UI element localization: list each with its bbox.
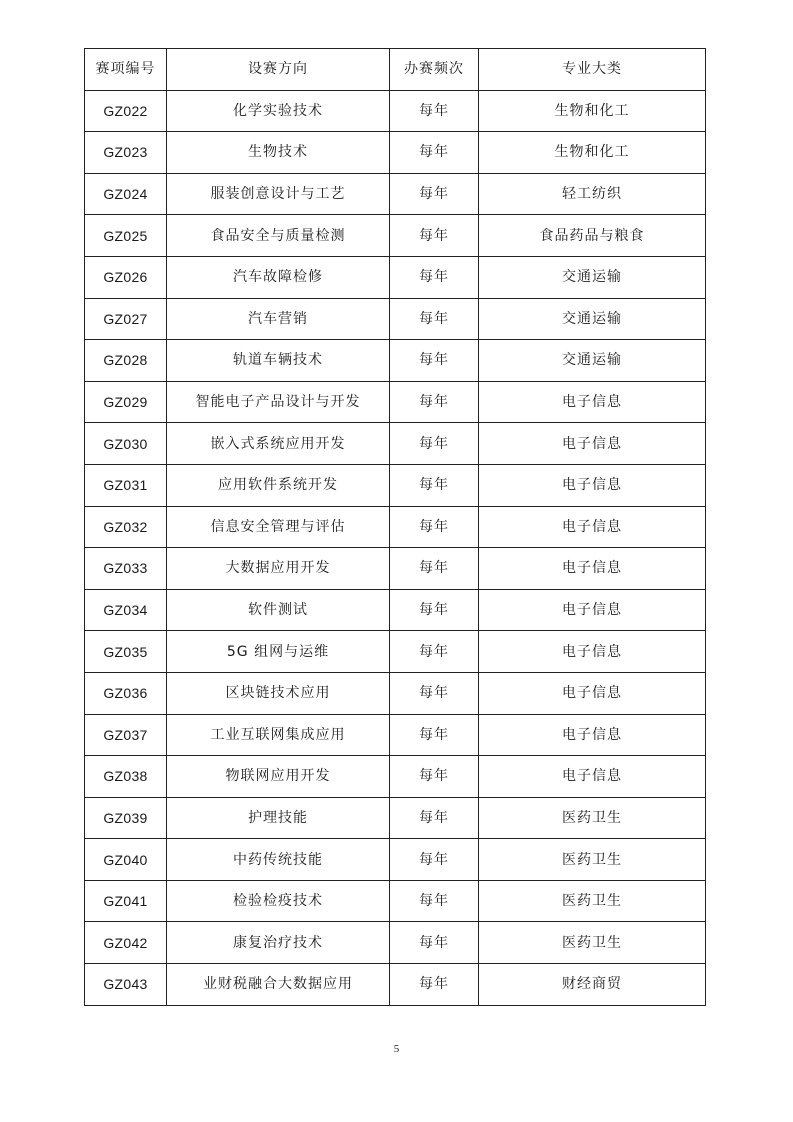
competition-table	[84, 48, 706, 1006]
cell-direction: 业财税融合大数据应用	[167, 964, 390, 1006]
cell-frequency: 每年	[390, 922, 479, 964]
cell-category: 电子信息	[479, 714, 706, 756]
table-row	[85, 839, 706, 881]
cell-direction: 应用软件系统开发	[167, 464, 390, 506]
cell-direction: 软件测试	[167, 589, 390, 631]
table-row	[85, 340, 706, 382]
cell-direction: 信息安全管理与评估	[167, 506, 390, 548]
cell-code: GZ029	[85, 381, 167, 423]
table-row	[85, 90, 706, 132]
table-row	[85, 173, 706, 215]
cell-code: GZ040	[85, 839, 167, 881]
table-row	[85, 756, 706, 798]
table-row	[85, 589, 706, 631]
cell-code: GZ031	[85, 464, 167, 506]
cell-code: GZ036	[85, 672, 167, 714]
cell-category: 轻工纺织	[479, 173, 706, 215]
header-category: 专业大类	[479, 49, 706, 91]
table-row	[85, 880, 706, 922]
cell-frequency: 每年	[390, 631, 479, 673]
table-row	[85, 215, 706, 257]
cell-category: 电子信息	[479, 423, 706, 465]
cell-category: 电子信息	[479, 631, 706, 673]
cell-direction: 嵌入式系统应用开发	[167, 423, 390, 465]
cell-direction: 检验检疫技术	[167, 880, 390, 922]
cell-category: 医药卫生	[479, 797, 706, 839]
cell-category: 电子信息	[479, 672, 706, 714]
cell-frequency: 每年	[390, 132, 479, 174]
cell-code: GZ034	[85, 589, 167, 631]
cell-frequency: 每年	[390, 506, 479, 548]
cell-frequency: 每年	[390, 173, 479, 215]
cell-frequency: 每年	[390, 839, 479, 881]
table-row	[85, 714, 706, 756]
cell-code: GZ032	[85, 506, 167, 548]
cell-direction: 服装创意设计与工艺	[167, 173, 390, 215]
cell-category: 交通运输	[479, 256, 706, 298]
table-row	[85, 132, 706, 174]
cell-direction: 大数据应用开发	[167, 548, 390, 590]
cell-frequency: 每年	[390, 880, 479, 922]
cell-frequency: 每年	[390, 714, 479, 756]
table-row	[85, 672, 706, 714]
cell-direction: 工业互联网集成应用	[167, 714, 390, 756]
cell-direction: 食品安全与质量检测	[167, 215, 390, 257]
cell-code: GZ041	[85, 880, 167, 922]
cell-frequency: 每年	[390, 672, 479, 714]
cell-direction: 汽车故障检修	[167, 256, 390, 298]
cell-code: GZ025	[85, 215, 167, 257]
cell-category: 电子信息	[479, 464, 706, 506]
cell-direction: 5G 组网与运维	[167, 631, 390, 673]
cell-direction: 智能电子产品设计与开发	[167, 381, 390, 423]
header-frequency: 办赛频次	[390, 49, 479, 91]
cell-code: GZ030	[85, 423, 167, 465]
table-row	[85, 464, 706, 506]
cell-frequency: 每年	[390, 589, 479, 631]
cell-frequency: 每年	[390, 215, 479, 257]
cell-category: 电子信息	[479, 381, 706, 423]
cell-frequency: 每年	[390, 256, 479, 298]
cell-frequency: 每年	[390, 340, 479, 382]
cell-category: 医药卫生	[479, 922, 706, 964]
cell-frequency: 每年	[390, 548, 479, 590]
table-row	[85, 548, 706, 590]
cell-code: GZ028	[85, 340, 167, 382]
table-row	[85, 922, 706, 964]
cell-code: GZ022	[85, 90, 167, 132]
cell-category: 医药卫生	[479, 839, 706, 881]
table-header-row	[85, 49, 706, 91]
header-code: 赛项编号	[85, 49, 167, 91]
cell-code: GZ024	[85, 173, 167, 215]
cell-code: GZ026	[85, 256, 167, 298]
table-row	[85, 298, 706, 340]
table-row	[85, 423, 706, 465]
cell-code: GZ042	[85, 922, 167, 964]
cell-frequency: 每年	[390, 423, 479, 465]
cell-direction: 化学实验技术	[167, 90, 390, 132]
cell-category: 电子信息	[479, 506, 706, 548]
cell-category: 电子信息	[479, 589, 706, 631]
cell-category: 食品药品与粮食	[479, 215, 706, 257]
table-row	[85, 964, 706, 1006]
cell-code: GZ038	[85, 756, 167, 798]
cell-category: 交通运输	[479, 340, 706, 382]
cell-direction: 中药传统技能	[167, 839, 390, 881]
cell-code: GZ037	[85, 714, 167, 756]
cell-frequency: 每年	[390, 964, 479, 1006]
table-row	[85, 797, 706, 839]
cell-code: GZ027	[85, 298, 167, 340]
cell-category: 财经商贸	[479, 964, 706, 1006]
cell-direction: 康复治疗技术	[167, 922, 390, 964]
cell-frequency: 每年	[390, 797, 479, 839]
cell-frequency: 每年	[390, 381, 479, 423]
cell-category: 生物和化工	[479, 90, 706, 132]
cell-code: GZ033	[85, 548, 167, 590]
cell-code: GZ035	[85, 631, 167, 673]
table-row	[85, 506, 706, 548]
cell-direction: 区块链技术应用	[167, 672, 390, 714]
cell-code: GZ043	[85, 964, 167, 1006]
table-row	[85, 256, 706, 298]
cell-code: GZ023	[85, 132, 167, 174]
cell-direction: 汽车营销	[167, 298, 390, 340]
cell-direction: 物联网应用开发	[167, 756, 390, 798]
cell-category: 医药卫生	[479, 880, 706, 922]
cell-category: 电子信息	[479, 548, 706, 590]
cell-code: GZ039	[85, 797, 167, 839]
table-row	[85, 381, 706, 423]
page-number: 5	[393, 1043, 400, 1055]
cell-direction: 护理技能	[167, 797, 390, 839]
cell-direction: 生物技术	[167, 132, 390, 174]
cell-category: 交通运输	[479, 298, 706, 340]
cell-frequency: 每年	[390, 756, 479, 798]
cell-frequency: 每年	[390, 464, 479, 506]
cell-category: 电子信息	[479, 756, 706, 798]
table-row	[85, 631, 706, 673]
cell-frequency: 每年	[390, 90, 479, 132]
cell-category: 生物和化工	[479, 132, 706, 174]
header-direction: 设赛方向	[167, 49, 390, 91]
table-body	[85, 90, 706, 1005]
cell-direction: 轨道车辆技术	[167, 340, 390, 382]
cell-frequency: 每年	[390, 298, 479, 340]
